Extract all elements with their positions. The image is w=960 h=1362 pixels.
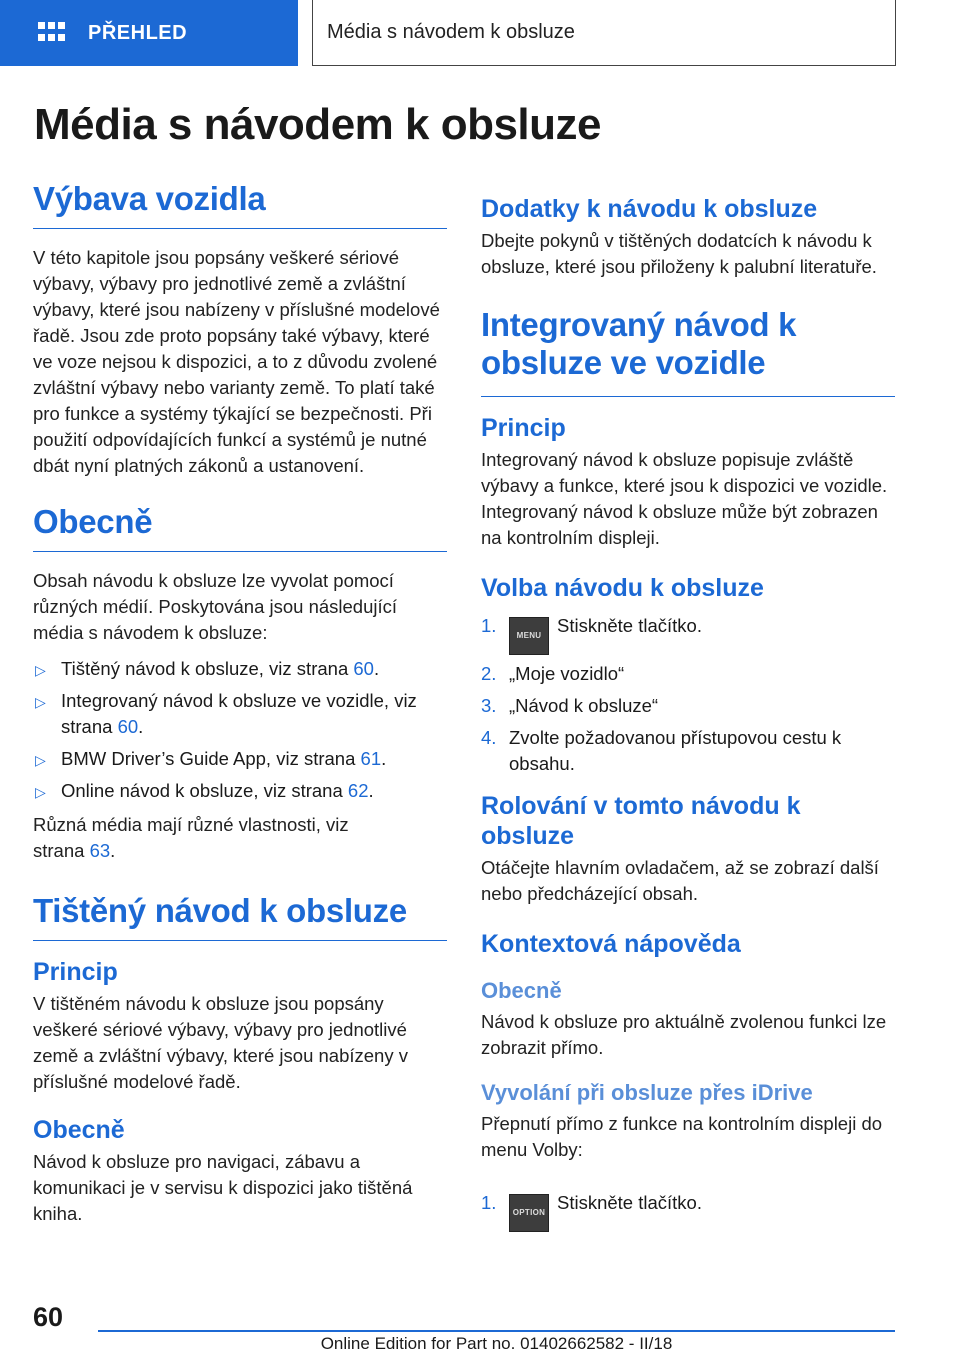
- overview-tab[interactable]: [0, 0, 298, 66]
- page-number: 60: [33, 1302, 64, 1332]
- page-link[interactable]: 63: [89, 840, 111, 861]
- paragraph-ruzna-media: Různá média mají různé vlastnosti, viz strana 63.: [33, 814, 349, 861]
- paragraph-princip-integrovany: Integrovaný návod k obsluze popisuje zvláště výbavy a funkce, které jsou k dispozici ve vozidle. Integrovaný návod k obsluze může být zobrazen na kontrolním displeji.: [481, 449, 888, 548]
- list-item: ▷ Online návod k obsluze, viz strana 62.: [33, 778, 447, 804]
- list-item: ▷ Tištěný návod k obsluze, viz strana 60.: [33, 656, 447, 682]
- triangle-bullet-icon: ▷: [35, 662, 46, 678]
- subheading-obecne: Obecně: [33, 1116, 125, 1144]
- grid-icon: [38, 22, 66, 44]
- top-navigation-bar: [0, 0, 960, 66]
- page-link[interactable]: 62: [347, 780, 369, 801]
- paragraph-vybava: V této kapitole jsou popsány veškeré sériové výbavy, výbavy pro jednotlivé země a zvláštní výbavy, které jsou nabízeny v příslušné modelové řadě. Jsou zde proto popsány také výbavy, které ve voze nejsou k dispozici, a to z důvodu zvolené zvláštní výbavy nebo varianty země. To platí také pro funkce a systémy týkající se bezpečnosti. Při použití odpovídajících funkcí a systémů je nutné dbát nyní platných zákonů a ustanovení.: [33, 247, 440, 476]
- paragraph-dodatky: Dbejte pokynů v tištěných dodatcích k návodu k obsluze, které jsou přiloženy k palubní literatuře.: [481, 230, 877, 277]
- list-item: 1. OPTION Stiskněte tlačítko.: [481, 1183, 895, 1232]
- paragraph-obecne-kontext: Návod k obsluze pro aktuálně zvolenou funkci lze zobrazit přímo.: [481, 1011, 887, 1058]
- menu-button-icon: MENU: [509, 617, 549, 655]
- list-item: 3. „Návod k obsluze“: [481, 695, 659, 716]
- list-item: 2. „Moje vozidlo“: [481, 663, 625, 684]
- subheading-vyvolani-idrive: Vyvolání při obsluze přes iDrive: [481, 1080, 813, 1105]
- list-item: ▷ BMW Driver’s Guide App, viz strana 61.: [33, 746, 447, 772]
- subheading-rolovani: Rolování v tomto návodu k obsluze: [481, 792, 801, 850]
- list-item: ▷ Integrovaný návod k obsluze ve vozidle, viz strana 60.: [35, 690, 417, 737]
- subheading-princip: Princip: [33, 958, 118, 986]
- subheading-princip-integrovany: Princip: [481, 414, 566, 442]
- paragraph-princip: V tištěném návodu k obsluze jsou popsány veškeré sériové výbavy, výbavy pro jednotlivé země a zvláštní výbavy, které jsou nabízeny v příslušné modelové řadě.: [33, 993, 408, 1092]
- media-list: [33, 656, 447, 804]
- subheading-volba-navodu: Volba návodu k obsluze: [481, 574, 764, 602]
- heading-tisteny-navod: Tištěný návod k obsluze: [33, 892, 447, 941]
- heading-vybava-vozidla: Výbava vozidla: [33, 180, 447, 229]
- footer-edition: Online Edition for Part no. 01402662582 - II/18: [320, 1334, 673, 1353]
- page-link[interactable]: 60: [117, 716, 139, 737]
- list-item: 1. MENU Stiskněte tlačítko.: [481, 613, 895, 655]
- page-title: Média s návodem k obsluze: [34, 100, 601, 149]
- current-section-tab[interactable]: [312, 0, 896, 66]
- option-button-icon: OPTION: [509, 1194, 549, 1232]
- footer-divider: [98, 1330, 895, 1332]
- list-item: 4. Zvolte požadovanou přístupovou cestu k obsahu.: [481, 727, 842, 774]
- triangle-bullet-icon: ▷: [35, 694, 46, 710]
- paragraph-obecne: Obsah návodu k obsluze lze vyvolat pomocí různých médií. Poskytována jsou následující média s návodem k obsluze:: [33, 570, 398, 643]
- paragraph-rolovani: Otáčejte hlavním ovladačem, až se zobrazí další nebo předcházející obsah.: [481, 857, 879, 904]
- left-column: [33, 180, 447, 1237]
- triangle-bullet-icon: ▷: [35, 784, 46, 800]
- triangle-bullet-icon: ▷: [35, 752, 46, 768]
- page-link[interactable]: 60: [353, 658, 374, 679]
- heading-dodatky: Dodatky k návodu k obsluze: [481, 195, 818, 223]
- overview-tab-label: PŘEHLED: [88, 21, 188, 44]
- subheading-kontextova-napoveda: Kontextová nápověda: [481, 930, 741, 958]
- page-link[interactable]: 61: [360, 748, 382, 769]
- steps-list-idrive: [481, 1183, 895, 1232]
- current-section-label: Média s návodem k obsluze: [327, 21, 575, 43]
- heading-obecne: Obecně: [33, 503, 447, 552]
- paragraph-obecne-tisteny: Návod k obsluze pro navigaci, zábavu a komunikaci je v servisu k dispozici jako tištěná kniha.: [33, 1151, 413, 1224]
- subheading-obecne-kontext: Obecně: [481, 978, 562, 1003]
- paragraph-vyvolani-idrive: Přepnutí přímo z funkce na kontrolním displeji do menu Volby:: [481, 1113, 883, 1160]
- heading-integrovany-navod: Integrovaný návod k obsluze ve vozidle: [481, 306, 895, 397]
- steps-list-volba: [481, 613, 895, 777]
- right-column: [481, 194, 895, 1246]
